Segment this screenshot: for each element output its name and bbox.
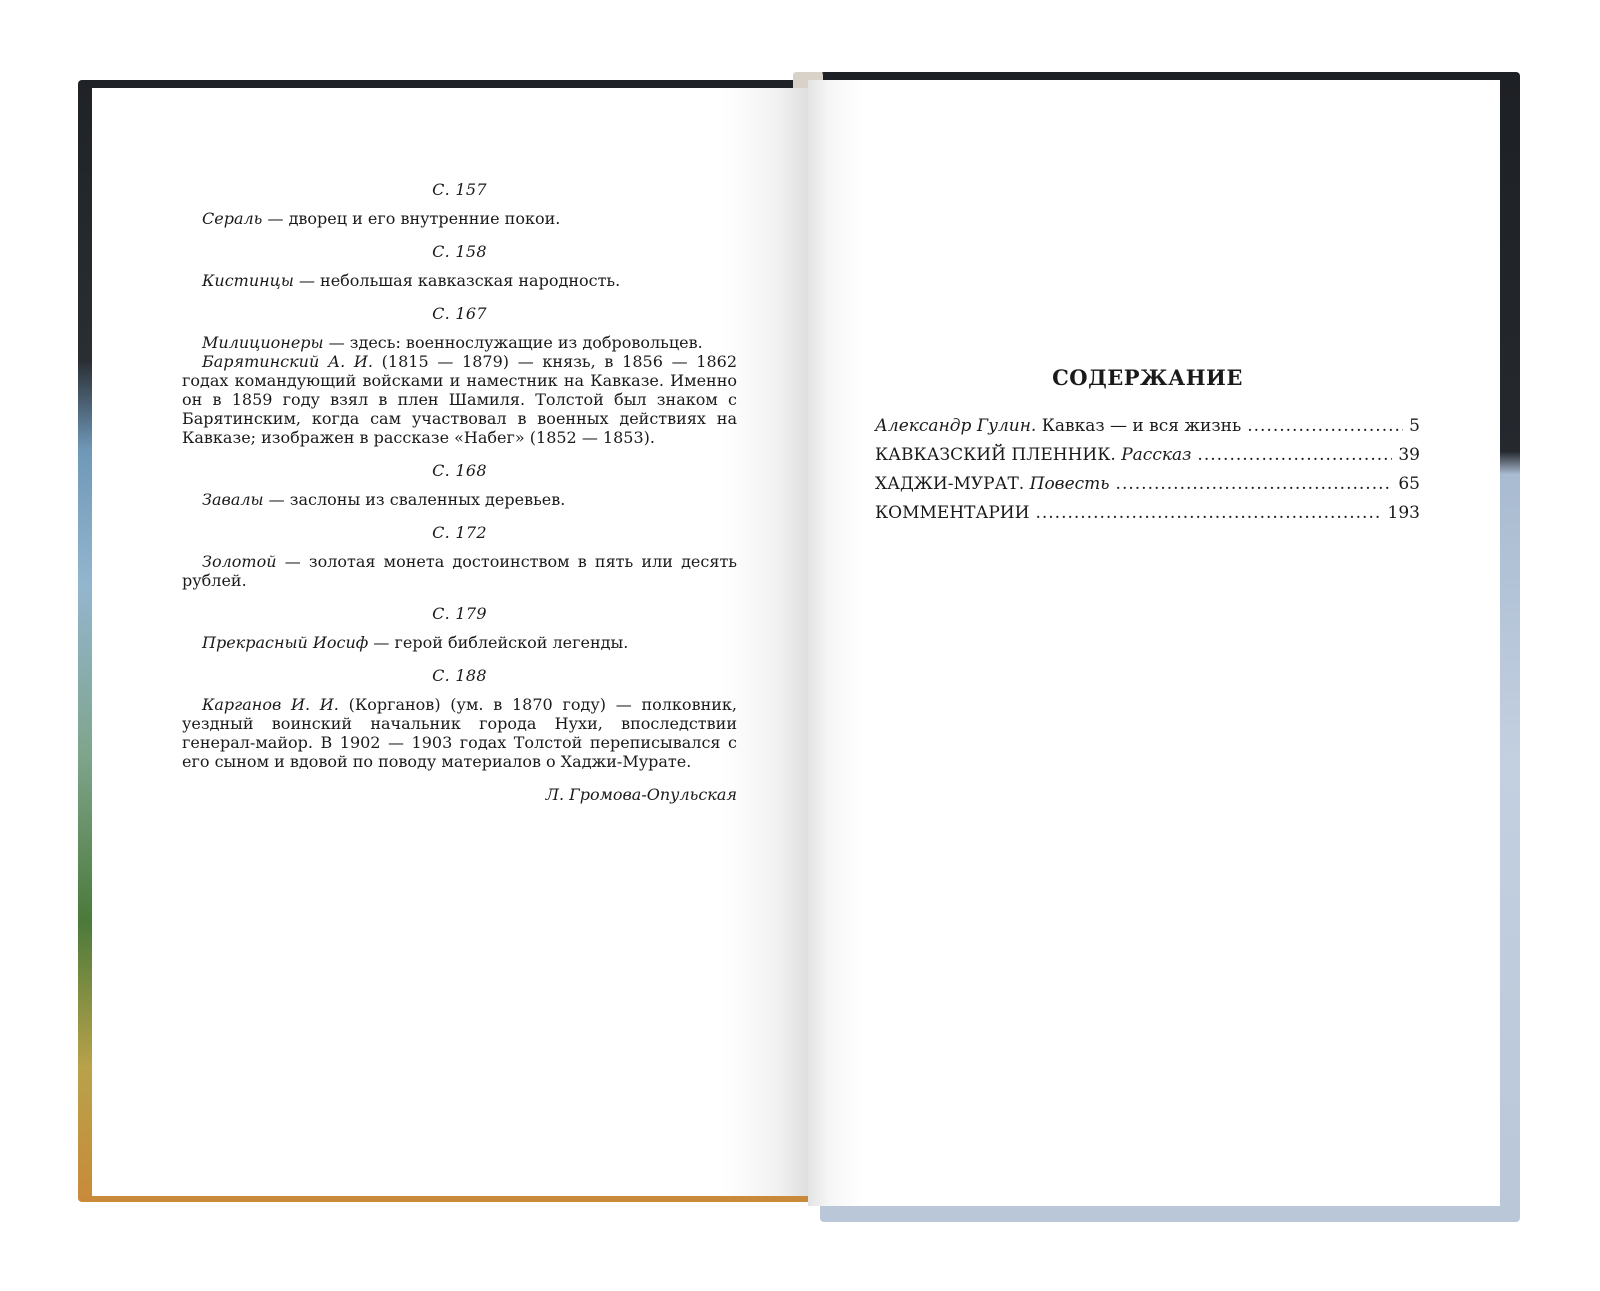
- toc-subtitle: Рассказ: [1115, 445, 1192, 465]
- commentary-section: [182, 461, 737, 509]
- right-page: [808, 80, 1500, 1206]
- commentary-entry: [182, 333, 737, 352]
- toc-page-number: 39: [1398, 445, 1420, 465]
- entry-text: (1815 — 1879) — князь, в 1856 — 1862 годах командующий войсками и наместник на Кавказе. Именно он в 1859 году взял в плен Шамиля. Толстой был знаком с Барятинским, когда сам участвовал в военных действиях на Кавказе; изображен в рассказе «Набег» (1852 — 1853).: [182, 352, 738, 447]
- toc-title: Александр Гулин.: [875, 416, 1037, 436]
- page-reference: С. 158: [432, 242, 487, 261]
- toc-leader-dots: [1247, 416, 1403, 436]
- page-reference: С. 172: [432, 523, 487, 542]
- toc-page-number: 193: [1387, 503, 1420, 523]
- entry-term: Прекрасный Иосиф: [202, 633, 369, 652]
- entry-text: — герой библейской легенды.: [368, 633, 629, 652]
- toc-list: [875, 416, 1420, 532]
- commentary-section: [182, 180, 737, 228]
- entry-term: Золотой: [202, 552, 277, 571]
- entry-term: Барятинский А. И.: [202, 352, 373, 371]
- entry-term: Кистинцы: [202, 271, 294, 290]
- page-reference: С. 167: [432, 304, 487, 323]
- commentary-section: [182, 523, 737, 590]
- toc-row: [875, 445, 1420, 474]
- toc-row: [875, 503, 1420, 532]
- entry-term: Завалы: [202, 490, 264, 509]
- toc-subtitle: Повесть: [1024, 474, 1110, 494]
- toc-title: КОММЕНТАРИИ: [875, 503, 1030, 523]
- entry-term: Сераль: [202, 209, 263, 228]
- entry-text: (Корганов) (ум. в 1870 году) — полковник, уездный воинский начальник города Нухи, впоследствии генерал-майор. В 1902 — 1903 годах Толстой переписывался с его сыном и вдовой по поводу материалов о Хаджи-Мурате.: [182, 695, 737, 771]
- entry-text: — золотая монета достоинством в пять или десять рублей.: [182, 552, 737, 590]
- toc-leader-dots: [1197, 445, 1392, 465]
- table-of-contents: [875, 365, 1420, 532]
- commentary-section: [182, 666, 737, 771]
- commentary-entry: [182, 695, 737, 771]
- author-signature: Л. Громова-Опульская: [545, 785, 737, 804]
- entry-text: — дворец и его внутренние покои.: [262, 209, 561, 228]
- toc-title: ХАДЖИ-МУРАТ.: [875, 474, 1025, 494]
- toc-subtitle: Кавказ — и вся жизнь: [1036, 416, 1242, 436]
- commentary-section: [182, 304, 737, 447]
- commentary-text: [182, 180, 737, 804]
- page-reference: С. 179: [432, 604, 487, 623]
- toc-row: [875, 416, 1420, 445]
- page-reference: С. 168: [432, 461, 487, 480]
- toc-heading: СОДЕРЖАНИЕ: [1052, 365, 1243, 390]
- toc-leader-dots: [1035, 503, 1381, 523]
- commentary-entry: [182, 552, 737, 590]
- toc-row: [875, 474, 1420, 503]
- entry-term: Милиционеры: [202, 333, 324, 352]
- commentary-entry: [182, 490, 737, 509]
- page-reference: С. 188: [432, 666, 487, 685]
- commentary-entry: [182, 271, 737, 290]
- entry-text: — здесь: военнослужащие из добровольцев.: [323, 333, 703, 352]
- commentary-section: [182, 242, 737, 290]
- entry-text: — небольшая кавказская народность.: [293, 271, 621, 290]
- toc-leader-dots: [1116, 474, 1393, 494]
- toc-page-number: 65: [1398, 474, 1420, 494]
- commentary-entry: [182, 209, 737, 228]
- commentary-entry: [182, 633, 737, 652]
- commentary-entry: [182, 352, 737, 447]
- commentary-section: [182, 604, 737, 652]
- toc-title: КАВКАЗСКИЙ ПЛЕННИК.: [875, 445, 1116, 465]
- entry-text: — заслоны из сваленных деревьев.: [263, 490, 566, 509]
- toc-page-number: 5: [1409, 416, 1420, 436]
- page-reference: С. 157: [432, 180, 487, 199]
- entry-term: Карганов И. И.: [202, 695, 339, 714]
